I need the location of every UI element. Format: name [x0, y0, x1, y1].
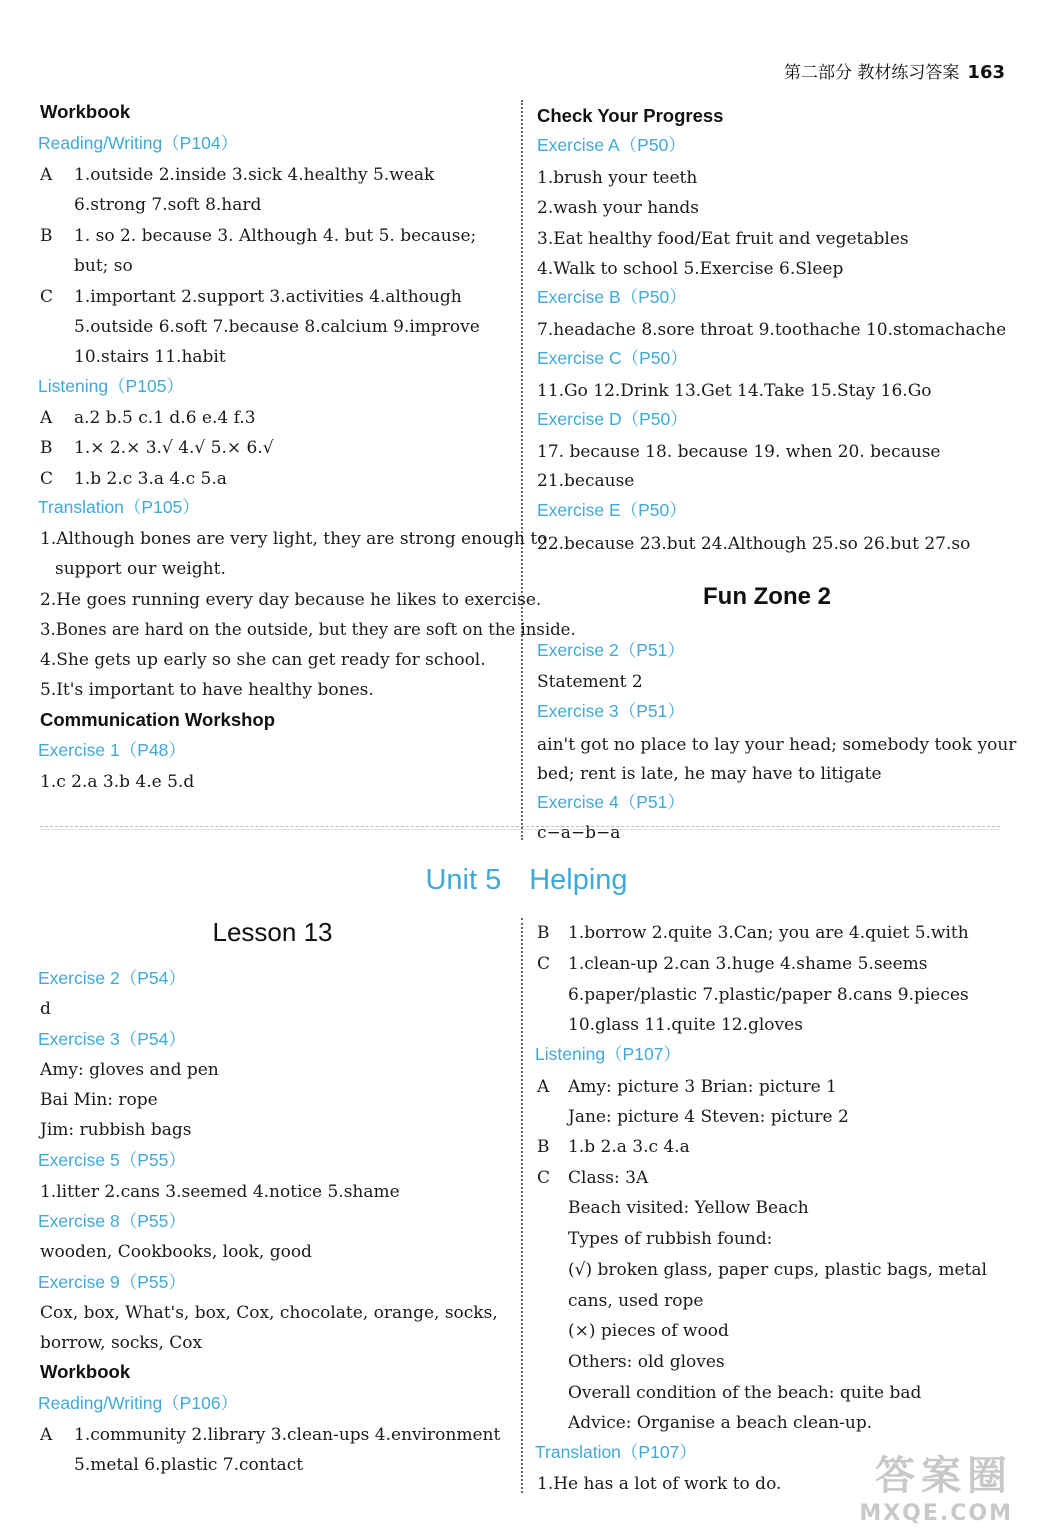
column-divider-bottom [521, 918, 523, 1493]
answer-line [40, 286, 462, 308]
listening-heading: Listening（P105） [38, 376, 184, 396]
section-title: 第二部分 教材练习答案 [784, 63, 960, 83]
answer-text: 1.b 2.c 3.a 4.c 5.a [74, 469, 227, 489]
answer-line: Jim: rubbish bags [40, 1120, 192, 1140]
answer-text: Jane: picture 4 Steven: picture 2 [568, 1107, 849, 1127]
answer-line [537, 1076, 837, 1098]
exercise-heading: Exercise B（P50） [537, 287, 687, 307]
answer-text: but; so [74, 256, 133, 276]
unit-title [0, 864, 1053, 897]
exercise-heading: Exercise 2（P54） [38, 968, 186, 988]
answer-line: Amy: gloves and pen [40, 1060, 219, 1080]
answer-line: bed; rent is late, he may have to litigate [537, 764, 882, 784]
unit-name: Helping [529, 864, 628, 896]
answer-line: 1.litter 2.cans 3.seemed 4.notice 5.shame [40, 1182, 400, 1202]
section-label: C [40, 287, 54, 307]
answer-line [537, 1106, 849, 1128]
answer-line [40, 437, 274, 459]
answer-line: ain't got no place to lay your head; somebody took your [537, 735, 1017, 755]
answer-line [40, 1454, 303, 1476]
answer-line: Beach visited: Yellow Beach [568, 1198, 809, 1218]
section-label: A [537, 1077, 550, 1097]
reading-writing-heading: Reading/Writing（P104） [38, 133, 239, 153]
answer-line [537, 1167, 648, 1189]
answer-text: Class: 3A [568, 1168, 649, 1188]
exercise-heading: Exercise 2（P51） [537, 640, 685, 660]
answer-text: 6.paper/plastic 7.plastic/paper 8.cans 9.pieces [568, 985, 969, 1005]
page-number: 163 [967, 62, 1005, 83]
answer-line: 11.Go 12.Drink 13.Get 14.Take 15.Stay 16.Go [537, 381, 932, 401]
section-label: C [537, 1168, 551, 1188]
workbook-heading: Workbook [40, 101, 131, 122]
section-label: B [537, 923, 550, 943]
answer-line [40, 407, 256, 429]
watermark-url: MXQE.COM [859, 1501, 1013, 1526]
answer-line [537, 953, 928, 975]
answer-line: Others: old gloves [568, 1352, 725, 1372]
answer-line: 17. because 18. because 19. when 20. because [537, 442, 941, 462]
answer-line: 2.wash your hands [537, 198, 699, 218]
answer-line: 4.Walk to school 5.Exercise 6.Sleep [537, 259, 844, 279]
answer-line: Bai Min: rope [40, 1090, 158, 1110]
translation-heading: Translation（P105） [38, 497, 200, 517]
answer-line: 5.It's important to have healthy bones. [40, 680, 374, 700]
answer-line: cans, used rope [568, 1291, 704, 1311]
answer-line: Types of rubbish found: [568, 1229, 773, 1249]
lesson-heading: Lesson 13 [212, 917, 333, 947]
answer-line: 1.c 2.a 3.b 4.e 5.d [40, 772, 195, 792]
answer-line [537, 984, 969, 1006]
answer-line: d [40, 999, 51, 1019]
answer-line: 7.headache 8.sore throat 9.toothache 10.stomachache [537, 320, 1007, 340]
answer-line: borrow, socks, Cox [40, 1333, 203, 1353]
answer-line: support our weight. [55, 559, 226, 579]
answer-line [40, 346, 226, 368]
section-label: C [537, 954, 551, 974]
section-label: B [40, 226, 53, 246]
exercise-heading: Exercise 5（P55） [38, 1150, 186, 1170]
answer-text: Amy: picture 3 Brian: picture 1 [568, 1077, 837, 1097]
exercise-heading: Exercise E（P50） [537, 500, 687, 520]
answer-line [40, 316, 480, 338]
answer-text: 1.b 2.a 3.c 4.a [568, 1137, 690, 1157]
answer-line [40, 194, 261, 216]
answer-line: 1.He has a lot of work to do. [537, 1474, 782, 1494]
exercise-heading: Exercise C（P50） [537, 348, 688, 368]
answer-text: 5.metal 6.plastic 7.contact [74, 1455, 304, 1475]
section-label: A [40, 1425, 53, 1445]
answer-line [40, 1424, 500, 1446]
answer-line: Advice: Organise a beach clean-up. [568, 1413, 873, 1433]
exercise-heading: Exercise 4（P51） [537, 792, 685, 812]
fun-zone-heading: Fun Zone 2 [703, 583, 831, 610]
answer-text: a.2 b.5 c.1 d.6 e.4 f.3 [74, 408, 256, 428]
watermark [859, 1444, 1013, 1526]
answer-line [40, 255, 133, 277]
answer-line [537, 1014, 803, 1036]
answer-line: 2.He goes running every day because he likes to exercise. [40, 590, 542, 610]
answer-line: 4.She gets up early so she can get ready for school. [40, 650, 486, 670]
answer-text: 5.outside 6.soft 7.because 8.calcium 9.improve [74, 317, 480, 337]
answer-line: 3.Eat healthy food/Eat fruit and vegetables [537, 229, 909, 249]
section-label: A [40, 408, 53, 428]
answer-text: 1.outside 2.inside 3.sick 4.healthy 5.weak [74, 165, 435, 185]
answer-text: 1.borrow 2.quite 3.Can; you are 4.quiet 5.with [568, 923, 969, 943]
answer-text: 1. so 2. because 3. Although 4. but 5. because; [74, 226, 477, 246]
answer-line: Statement 2 [537, 672, 643, 692]
answer-line: Cox, box, What's, box, Cox, chocolate, orange, socks, [40, 1303, 498, 1323]
answer-line: c−a−b−a [537, 823, 621, 843]
listening-heading: Listening（P107） [535, 1044, 681, 1064]
answer-text: 6.strong 7.soft 8.hard [74, 195, 262, 215]
answer-line: (×) pieces of wood [568, 1321, 729, 1341]
answer-line [537, 922, 969, 944]
exercise-heading: Exercise 1（P48） [38, 740, 186, 760]
translation-heading: Translation（P107） [535, 1442, 697, 1462]
answer-line: 1.brush your teeth [537, 168, 698, 188]
answer-text: 10.glass 11.quite 12.gloves [568, 1015, 803, 1035]
exercise-heading: Exercise 3（P51） [537, 701, 685, 721]
exercise-heading: Exercise D（P50） [537, 409, 688, 429]
running-header [784, 58, 1005, 83]
answer-line [40, 225, 476, 247]
section-label: A [40, 165, 53, 185]
exercise-heading: Exercise 8（P55） [38, 1211, 186, 1231]
check-progress-heading: Check Your Progress [537, 105, 724, 126]
section-label: B [40, 438, 53, 458]
answer-text: 1.× 2.× 3.√ 4.√ 5.× 6.√ [74, 438, 274, 458]
section-divider-shadow [40, 829, 1000, 830]
exercise-heading: Exercise 9（P55） [38, 1272, 186, 1292]
answer-line [537, 1136, 690, 1158]
answer-line [40, 468, 227, 490]
section-label: B [537, 1137, 550, 1157]
answer-line: 22.because 23.but 24.Although 25.so 26.but 27.so [537, 534, 971, 554]
workbook-heading: Workbook [40, 1361, 131, 1382]
exercise-heading: Exercise 3（P54） [38, 1029, 186, 1049]
column-divider-top [521, 100, 523, 840]
answer-line: wooden, Cookbooks, look, good [40, 1242, 312, 1262]
reading-writing-heading: Reading/Writing（P106） [38, 1393, 239, 1413]
answer-line: (√) broken glass, paper cups, plastic bags, metal [568, 1260, 987, 1280]
communication-workshop-heading: Communication Workshop [40, 709, 276, 730]
section-label: C [40, 469, 54, 489]
answer-text: 10.stairs 11.habit [74, 347, 226, 367]
unit-number: Unit 5 [425, 864, 502, 896]
answer-line: 21.because [537, 471, 635, 491]
answer-text: 1.clean-up 2.can 3.huge 4.shame 5.seems [568, 954, 928, 974]
section-divider [40, 826, 1000, 827]
answer-text: 1.community 2.library 3.clean-ups 4.environment [74, 1425, 501, 1445]
exercise-heading: Exercise A（P50） [537, 135, 686, 155]
answer-line: Overall condition of the beach: quite bad [568, 1383, 922, 1403]
answer-line: 1.Although bones are very light, they are strong enough to [40, 529, 548, 549]
answer-text: 1.important 2.support 3.activities 4.although [74, 287, 462, 307]
answer-line [40, 164, 434, 186]
answer-line: 3.Bones are hard on the outside, but they are soft on the inside. [40, 620, 576, 639]
watermark-logo: 答案圈 [875, 1453, 1013, 1499]
